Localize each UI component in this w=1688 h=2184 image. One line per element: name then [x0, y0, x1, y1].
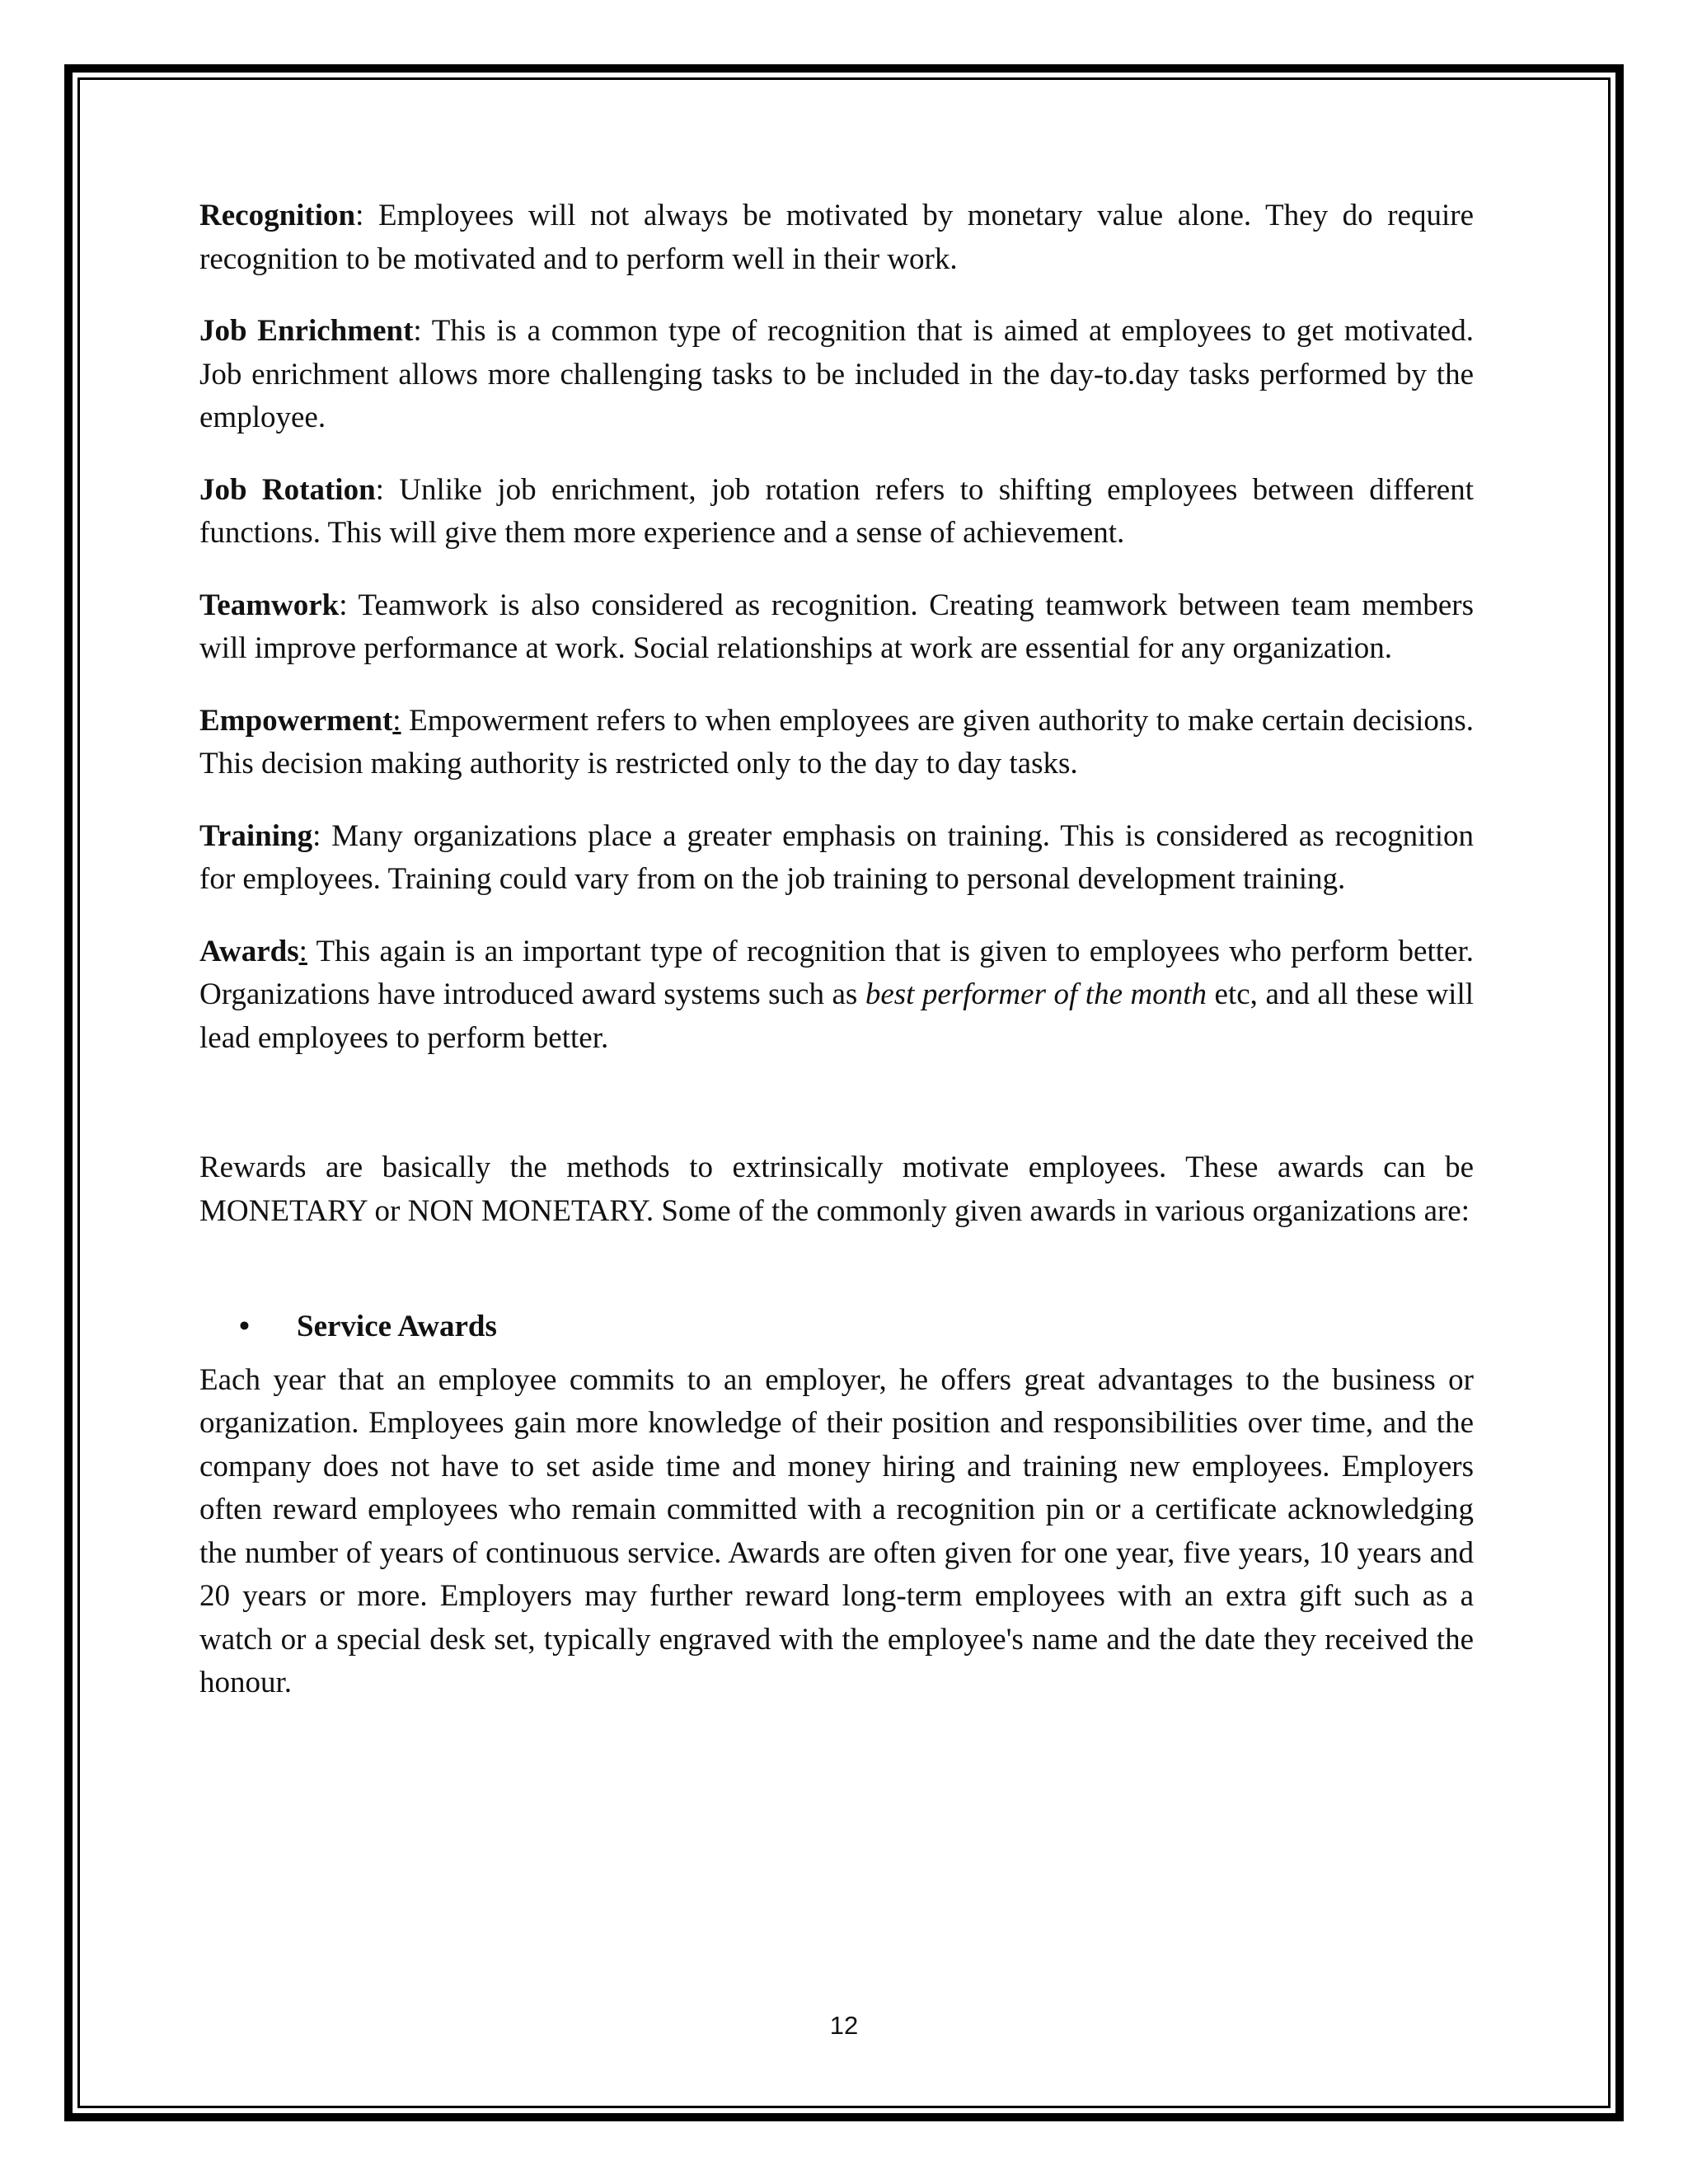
job-rotation-text: Unlike job enrichment, job rotation refers to shifting employees between different functions. This will give them more experience and a sense of achievement.	[199, 472, 1474, 550]
job-enrichment-text: This is a common type of recognition that is aimed at employees to get motivated. Job enrichment allows more challenging tasks to be included in the day-to.day tasks performed by the employee.	[199, 314, 1474, 434]
service-awards-heading: Service Awards	[297, 1310, 497, 1343]
awards-text-before: This again is an important type of recognition that is given to employees who perform better. Organizations have introduced award systems such as	[199, 934, 1474, 1011]
job-enrichment-separator: :	[413, 314, 422, 348]
recognition-separator: :	[355, 199, 364, 232]
empowerment-term: Empowerment	[199, 703, 393, 738]
teamwork-separator: :	[339, 588, 348, 622]
job-rotation-separator: :	[375, 472, 384, 507]
service-awards-paragraph: Each year that an employee commits to an employer, he offers great advantages to the business or organization. Employees gain more knowledge of their position and responsibilities over time, and the company does not have to set aside time and money hiring and training new employees. Employers often reward employees who remain committed with a recognition pin or a certificate acknowledging the number of years of continuous service. Awards are often given for one year, five years, 10 years and 20 years or more. Employers may further reward long-term employees with an extra gift such as a watch or a special desk set, typically engraved with the employee's name and the date they received the honour.	[199, 1362, 1474, 1699]
job-enrichment-paragraph	[199, 310, 1474, 440]
awards-italic-example: best performer of the month	[865, 977, 1207, 1011]
recognition-term: Recognition	[199, 199, 356, 232]
awards-separator: :	[298, 934, 307, 968]
bullet-dot-icon: •	[239, 1310, 250, 1343]
recognition-paragraph	[199, 194, 1474, 281]
rewards-intro-paragraph: Rewards are basically the methods to extrinsically motivate employees. These awards can be MONETARY or NON MONETARY. Some of the commonly given awards in various organizations are:	[199, 1151, 1474, 1228]
training-separator: :	[312, 818, 321, 853]
job-rotation-term: Job Rotation	[199, 472, 376, 507]
teamwork-text: Teamwork is also considered as recognition. Creating teamwork between team members will improve performance at work. Social relationships at work are essential for any organization.	[199, 588, 1474, 665]
awards-text-after: etc, and all these will lead employees to perform better.	[199, 977, 1475, 1055]
page-number: 12	[829, 2011, 859, 2040]
training-paragraph	[199, 815, 1474, 902]
awards-paragraph	[199, 930, 1474, 1061]
teamwork-paragraph	[199, 584, 1474, 671]
page-content	[199, 194, 1474, 1734]
teamwork-term: Teamwork	[199, 588, 340, 622]
training-text: Many organizations place a greater emphasis on training. This is considered as recognition for employees. Training could vary from on the job training to personal development training.	[199, 818, 1474, 896]
empowerment-paragraph	[199, 700, 1474, 786]
awards-term: Awards	[199, 934, 299, 968]
empowerment-text: Empowerment refers to when employees are given authority to make certain decisions. This decision making authority is restricted only to the day to day tasks.	[199, 703, 1474, 780]
job-enrichment-term: Job Enrichment	[199, 314, 414, 348]
training-term: Training	[199, 818, 313, 853]
recognition-text: Employees will not always be motivated by monetary value alone. They do require recognition to be motivated and to perform well in their work.	[199, 199, 1474, 276]
service-awards-bullet	[199, 1305, 1474, 1349]
job-rotation-paragraph	[199, 469, 1474, 555]
empowerment-separator: :	[392, 703, 401, 738]
